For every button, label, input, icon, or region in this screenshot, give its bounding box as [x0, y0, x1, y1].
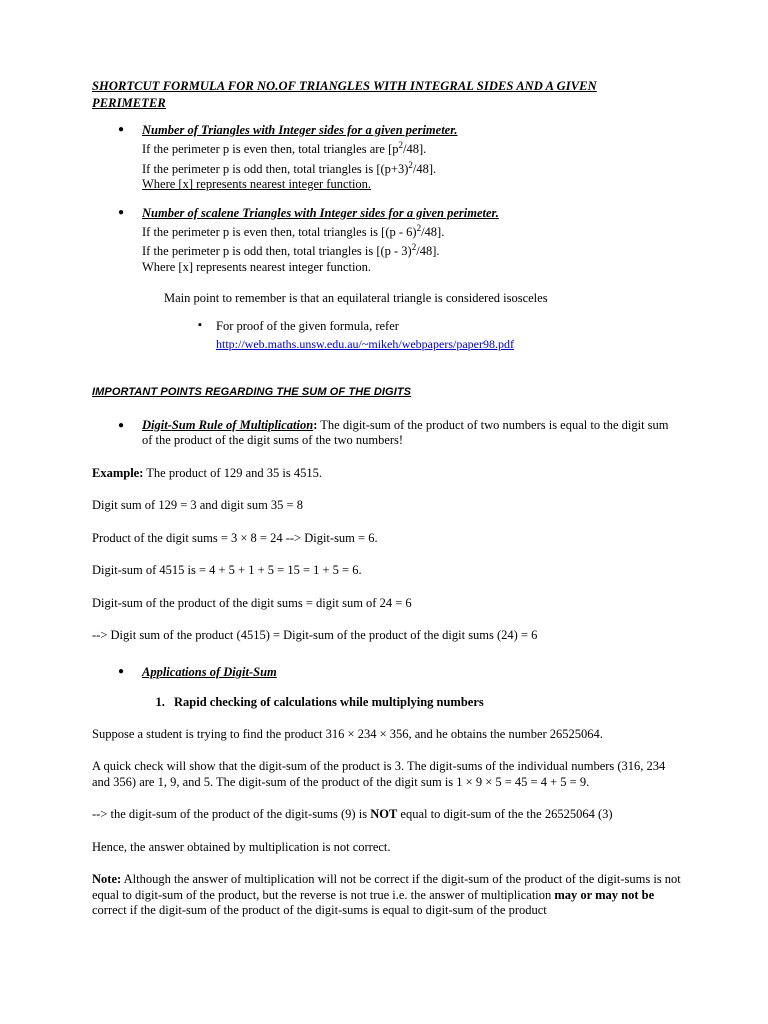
note-label: Note:: [92, 872, 122, 887]
formula-text: If the perimeter p is odd then, total triangles is [(p+3): [142, 161, 409, 176]
paragraph-not-equal: [92, 807, 682, 823]
list-item: [92, 205, 682, 276]
note-emphasis: may or may not be: [554, 887, 655, 902]
not-equal-post: equal to digit-sum of the the 26525064 (3): [397, 807, 613, 822]
digit-sum-rule-colon: :: [313, 417, 318, 432]
formula-text-end: /48].: [416, 244, 440, 259]
digit-sum-rule: [142, 418, 682, 449]
main-point-text: Main point to remember is that an equilateral triangle is considered isosceles: [164, 290, 548, 305]
formula-bullet-list: [92, 122, 682, 276]
formula-line-note: Where [x] represents nearest integer function.: [142, 260, 372, 275]
formula-text-end: /48].: [403, 142, 427, 157]
formula-text: If the perimeter p is even then, total triangles are [p: [142, 142, 399, 157]
digit-sum-rule-label: Digit-Sum Rule of Multiplication: [142, 417, 314, 432]
paragraph-note: [92, 872, 682, 919]
formula-line-note: [142, 177, 682, 193]
bullet-heading-scalene: [142, 205, 682, 221]
formula-text-end: /48].: [412, 161, 437, 176]
paragraph-digitsum-4515: Digit-sum of 4515 is = 4 + 5 + 1 + 5 = 15 = 1 + 5 = 6.: [92, 563, 362, 578]
bullet-heading-period: .: [495, 205, 499, 220]
digit-sum-bullet-list: [92, 418, 682, 449]
formula-text-end: /48].: [421, 224, 445, 239]
formula-line-odd: [142, 158, 682, 178]
bullet-heading-text: Number of scalene Triangles with Integer sides for a given perimeter: [142, 205, 496, 220]
not-equal-pre: --> the digit-sum of the product of the digit-sums (9) is: [92, 807, 371, 822]
page-title: SHORTCUT FORMULA FOR NO.OF TRIANGLES WITH INTEGRAL SIDES AND A GIVEN PERIMETER: [92, 79, 597, 110]
applications-numbered-list: [92, 694, 682, 710]
bullet-heading-triangles: ● Number of Triangles with Integer sides for a given perimeter.: [142, 123, 458, 137]
formula-text: If the perimeter p is odd then, total triangles is [(p - 3): [142, 244, 412, 259]
paragraph-conclusion: --> Digit sum of the product (4515) = Digit-sum of the product of the digit sums (24) = 6: [92, 628, 538, 643]
proof-paper-link[interactable]: http://web.maths.unsw.edu.au/~mikeh/webpapers/paper98.pdf: [216, 336, 514, 351]
list-item: [92, 122, 682, 193]
exponent: 2: [416, 222, 422, 233]
paragraph-digitsum-129: Digit sum of 129 = 3 and digit sum 35 = 8: [92, 498, 303, 513]
note-text-part1: Although the answer of multiplication will not be correct if the digit-sum of the product of the digit-sums is not equal to digit-sum of the product, but the reverse is not true i.e. the answer of multiplication: [92, 872, 681, 902]
applications-heading: ● Applications of Digit-Sum: [142, 664, 277, 679]
list-item: [92, 664, 682, 680]
exponent: 2: [411, 242, 417, 253]
proof-reference: [216, 318, 682, 352]
note-text-part2: correct if the digit-sum of the product of the digit-sums is equal to digit-sum of the product: [92, 903, 547, 918]
formula-line-even: [142, 138, 682, 158]
applications-bullet-list: [92, 664, 682, 680]
list-item: 1. Rapid checking of calculations while multiplying numbers: [168, 694, 682, 710]
exponent: 2: [408, 159, 413, 170]
digit-sum-rule-text: The digit-sum of the product of two numbers is equal to the digit sum of the product of the digit sums of the two numbers!: [142, 417, 669, 448]
section-heading-digit-sum: IMPORTANT POINTS REGARDING THE SUM OF THE DIGITS: [92, 385, 412, 398]
nearest-integer-note: Where [x] represents nearest integer function.: [142, 177, 372, 192]
paragraph-product-digitsums: Product of the digit sums = 3 × 8 = 24 --> Digit-sum = 6.: [92, 530, 378, 545]
example-label: Example:: [92, 465, 144, 480]
exponent: 2: [398, 140, 403, 150]
formula-text: If the perimeter p is even then, total triangles is [(p - 6): [142, 224, 417, 239]
not-keyword: NOT: [370, 807, 398, 822]
proof-note-text: ▪ For proof of the given formula, refer: [216, 318, 399, 333]
paragraph-quick-check: A quick check will show that the digit-sum of the product is 3. The digit-sums of the individual numbers (316, 234 and 356) are 1, 9, and 5. The digit-sum of the product of the digit sum is 1 × 9 × 5 = 45 = 4 + 5 = 9.: [92, 759, 666, 789]
formula-line-even: [142, 221, 682, 241]
example-text: The product of 129 and 35 is 4515.: [143, 465, 322, 480]
paragraph-suppose: Suppose a student is trying to find the product 316 × 234 × 356, and he obtains the number 26525064.: [92, 726, 603, 741]
paragraph-digitsum-of-product: Digit-sum of the product of the digit sums = digit sum of 24 = 6: [92, 595, 412, 610]
example-paragraph: [92, 466, 682, 482]
list-item: [92, 418, 682, 449]
formula-line-odd: [142, 240, 682, 260]
paragraph-hence: Hence, the answer obtained by multiplication is not correct.: [92, 839, 391, 854]
